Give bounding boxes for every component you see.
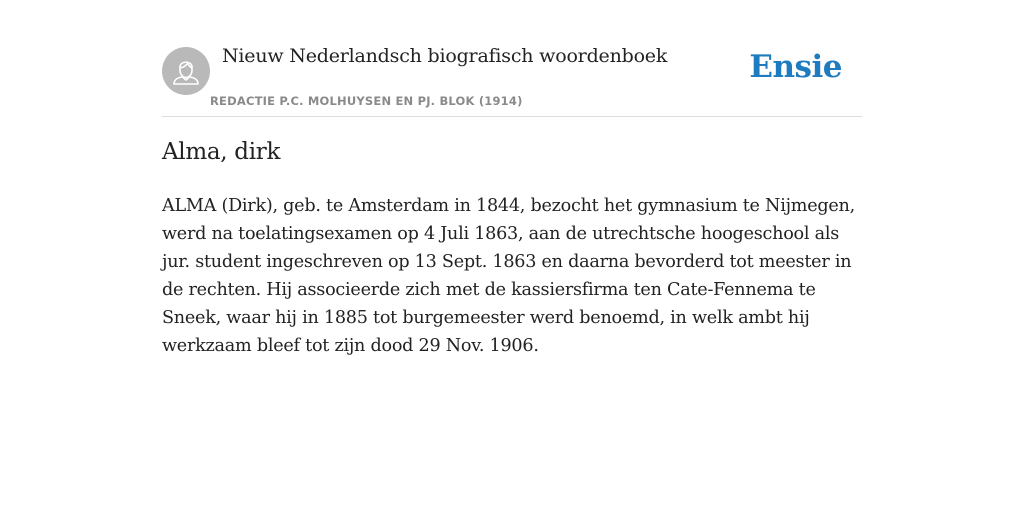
source-editors: REDACTIE P.C. MOLHUYSEN EN PJ. BLOK (1914): [210, 94, 523, 108]
user-avatar-icon[interactable]: [162, 47, 210, 95]
entry-title: Alma, dirk: [162, 139, 281, 165]
source-header: [162, 40, 862, 117]
source-title[interactable]: Nieuw Nederlandsch biografisch woordenboek: [222, 45, 668, 67]
entry-text: ALMA (Dirk), geb. te Amsterdam in 1844, bezocht het gymnasium te Nijmegen, werd na toelatingsexamen op 4 Juli 1863, aan de utrechtsche hoogeschool als jur. student ingeschreven op 13 Sept. 1863 en daarna bevorderd tot meester in de rechten. Hij associeerde zich met de kassiersfirma ten Cate-Fennema te Sneek, waar hij in 1885 tot burgemeester werd benoemd, in welk ambt hij werkzaam bleef tot zijn dood 29 Nov. 1906.: [162, 196, 855, 356]
brand-logo[interactable]: Ensie: [749, 49, 842, 85]
